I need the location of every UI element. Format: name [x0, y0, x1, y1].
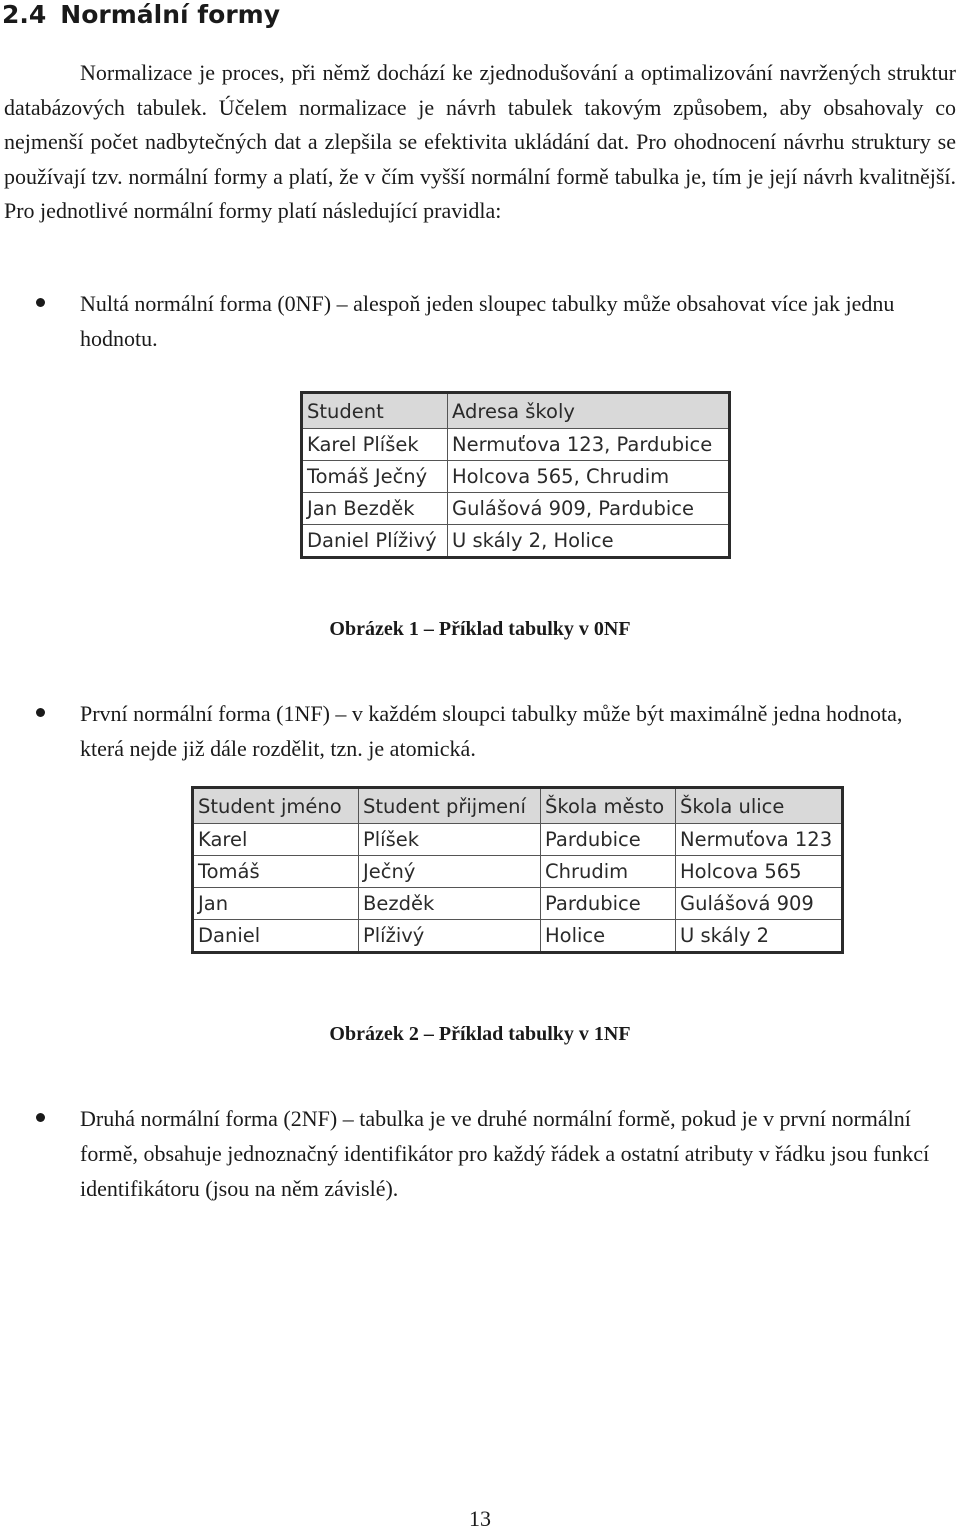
table-cell: Holice	[541, 920, 676, 953]
table-row	[193, 856, 843, 888]
table-row	[193, 920, 843, 953]
table-cell: Chrudim	[541, 856, 676, 888]
table-cell: Jan	[193, 888, 359, 920]
bullet-icon	[36, 1113, 45, 1122]
table-1nf	[191, 786, 844, 954]
table-cell: Gulášová 909, Pardubice	[448, 493, 730, 525]
table-header-cell: Student jméno	[193, 788, 359, 824]
table-cell: Nermuťova 123	[676, 824, 843, 856]
table-cell: Ječný	[359, 856, 541, 888]
table-cell: Jan Bezděk	[302, 493, 448, 525]
bullet-item-2nf	[80, 1101, 946, 1206]
bullet-item-0nf	[80, 286, 946, 356]
table-cell: Karel Plíšek	[302, 429, 448, 461]
table-cell: Pardubice	[541, 888, 676, 920]
bullet-icon	[36, 298, 45, 307]
table-header-row	[302, 393, 730, 429]
table-row	[302, 461, 730, 493]
table-row	[302, 429, 730, 461]
section-title: Normální formy	[60, 0, 281, 29]
table-cell: Daniel Plíživý	[302, 525, 448, 558]
figure-caption-1: Obrázek 1 – Příklad tabulky v 0NF	[329, 618, 631, 640]
table-cell: Tomáš	[193, 856, 359, 888]
bullet-text: Nultá normální forma (0NF) – alespoň jeden sloupec tabulky může obsahovat více jak jednu hodnotu.	[80, 291, 895, 351]
table-header-cell: Škola ulice	[676, 788, 843, 824]
intro-paragraph: Normalizace je proces, při němž dochází ke zjednodušování a optimalizování navržených struktur databázových tabulek. Účelem normalizace je návrh tabulek takovým způsobem, aby obsahovaly co nejmenší počet nadbytečných dat a zlepšila se efektivita ukládání dat. Pro ohodnocení návrhu struktury se používají tzv. normální formy a platí, že v čím vyšší normální formě tabulka je, tím je její návrh kvalitnější. Pro jednotlivé normální formy platí následující pravidla:	[4, 60, 956, 223]
table-cell: Plíšek	[359, 824, 541, 856]
section-heading	[2, 0, 280, 32]
table-header-cell: Adresa školy	[448, 393, 730, 429]
table-cell: Daniel	[193, 920, 359, 953]
table-header-cell: Škola město	[541, 788, 676, 824]
table-cell: Holcova 565	[676, 856, 843, 888]
table-header-cell: Student	[302, 393, 448, 429]
table-header-row	[193, 788, 843, 824]
bullet-text: Druhá normální forma (2NF) – tabulka je ve druhé normální formě, pokud je v první normální formě, obsahuje jednoznačný identifikátor pro každý řádek a ostatní atributy v řádku jsou funkcí identifikátoru (jsou na něm závislé).	[80, 1106, 930, 1201]
bullet-item-1nf	[80, 696, 946, 766]
table-header-cell: Student přijmení	[359, 788, 541, 824]
table-cell: Plíživý	[359, 920, 541, 953]
table-cell: Nermuťova 123, Pardubice	[448, 429, 730, 461]
table-row	[302, 493, 730, 525]
table-cell: U skály 2, Holice	[448, 525, 730, 558]
table-cell: Gulášová 909	[676, 888, 843, 920]
table-row	[193, 888, 843, 920]
table-cell: U skály 2	[676, 920, 843, 953]
table-cell: Tomáš Ječný	[302, 461, 448, 493]
table-cell: Bezděk	[359, 888, 541, 920]
bullet-icon	[36, 708, 45, 717]
figure-caption-2: Obrázek 2 – Příklad tabulky v 1NF	[329, 1023, 631, 1045]
table-row	[302, 525, 730, 558]
section-number: 2.4	[2, 0, 47, 29]
table-row	[193, 824, 843, 856]
table-cell: Pardubice	[541, 824, 676, 856]
table-cell: Karel	[193, 824, 359, 856]
bullet-text: První normální forma (1NF) – v každém sloupci tabulky může být maximálně jedna hodnota, která nejde již dále rozdělit, tzn. je atomická.	[80, 701, 903, 761]
table-0nf	[300, 391, 731, 559]
page-number: 13	[469, 1506, 491, 1531]
table-cell: Holcova 565, Chrudim	[448, 461, 730, 493]
